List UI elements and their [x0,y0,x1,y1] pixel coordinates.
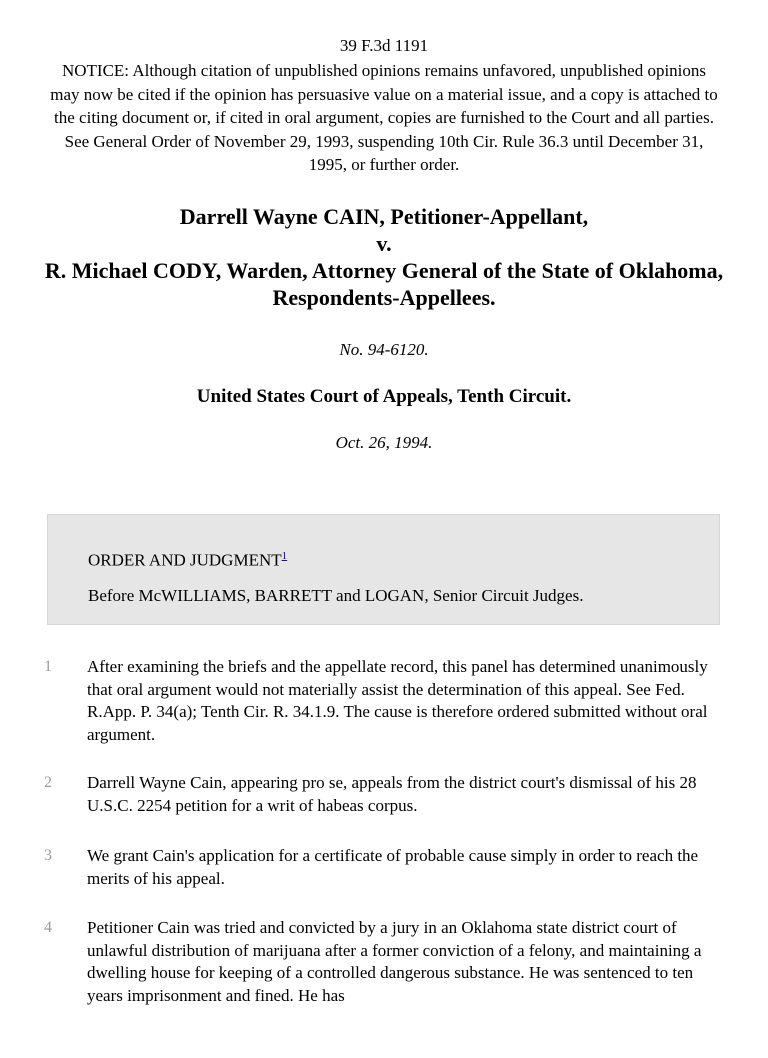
case-parties [30,203,738,311]
paragraph-number: 1 [44,658,52,675]
docket-number: No. 94-6120. [339,339,429,359]
case-citation: 39 F.3d 1191 [339,36,429,55]
publication-notice: NOTICE: Although citation of unpublished opinions remains unfavored, unpublished opinions may now be cited if the opinion has persuasive value on a material issue, and a copy is attached to the citing document or, if cited in oral argument, copies are furnished to the Court and all parties. See General Order of November 29, 1993, suspending 10th Cir. Rule 36.3 until December 31, 1995, or further order. [50,61,718,174]
paragraph-number: 2 [44,774,52,791]
petitioner-name: Darrell Wayne CAIN, Petitioner-Appellant, [179,203,589,229]
order-title [88,545,287,572]
panel-judges: Before McWILLIAMS, BARRETT and LOGAN, Senior Circuit Judges. [88,586,584,605]
order-title-text: ORDER AND JUDGMENT [88,550,282,570]
versus-label: v. [376,230,392,256]
order-header-box [47,514,720,625]
decision-date: Oct. 26, 1994. [335,432,433,452]
paragraph-text: Petitioner Cain was tried and convicted by a jury in an Oklahoma state district court of unlawful distribution of marijuana after a former conviction of a felony, and maintaining a dwelling house for keeping of a controlled dangerous substance. He was sentenced to ten years imprisonment and fined. He has [87,918,702,1005]
respondents-name: R. Michael CODY, Warden, Attorney General of the State of Oklahoma, Respondents-Appellees. [44,257,724,310]
paragraph-text: Darrell Wayne Cain, appearing pro se, appeals from the district court's dismissal of his 28 U.S.C. 2254 petition for a writ of habeas corpus. [87,773,697,815]
footnote-link[interactable]: 1 [281,550,288,562]
paragraph-text: We grant Cain's application for a certificate of probable cause simply in order to reach the merits of his appeal. [87,846,699,888]
paragraph-text: After examining the briefs and the appellate record, this panel has determined unanimously that oral argument would not materially assist the determination of this appeal. See Fed. R.App. P. 34(a); Tenth Cir. R. 34.1.9. The cause is therefore ordered submitted without oral argument. [87,657,708,744]
paragraph-number: 4 [44,919,52,936]
court-name: United States Court of Appeals, Tenth Circuit. [196,385,572,407]
paragraph-number: 3 [44,847,52,864]
